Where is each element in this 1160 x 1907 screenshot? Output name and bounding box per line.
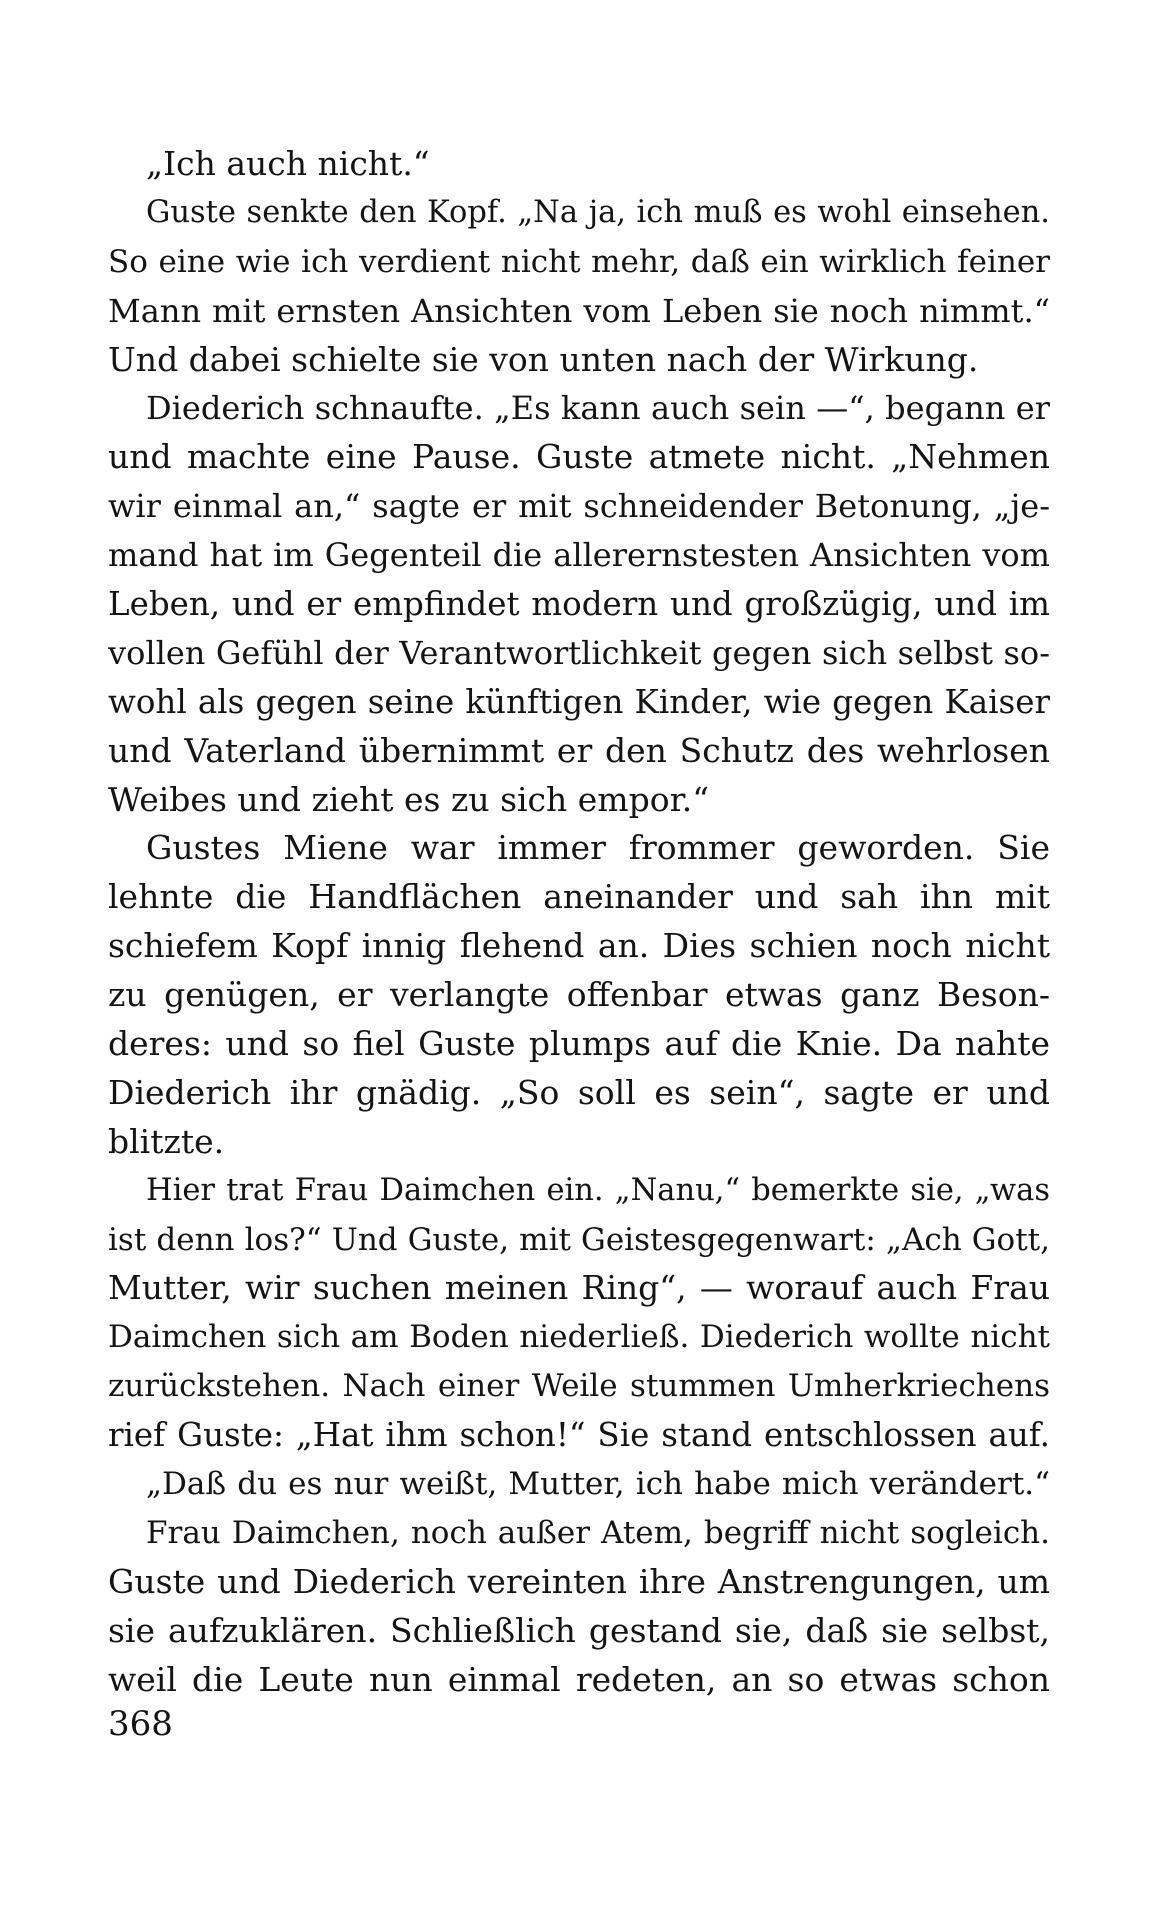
body-text bbox=[108, 140, 1050, 1705]
text-line: vollen Gefühl der Verantwortlichkeit gegen sich selbst so- bbox=[108, 633, 1050, 672]
text-line: blitzte. bbox=[108, 1121, 225, 1161]
text-line: Frau Daimchen, noch außer Atem, begriff nicht sogleich. bbox=[146, 1514, 1050, 1551]
text-line: wir einmal an,“ sagte er mit schneidender Betonung, „je- bbox=[108, 487, 1050, 526]
text-line: Diederich schnaufte. „Es kann auch sein —“, begann er bbox=[146, 389, 1050, 428]
text-line: lehnte die Handflächen aneinander und sah ihn mit bbox=[108, 877, 1050, 917]
text-line: Und dabei schielte sie von unten nach der Wirkung. bbox=[108, 339, 979, 379]
text-line: Weibes und zieht es zu sich empor.“ bbox=[108, 779, 710, 819]
text-line: Guste und Diederich vereinten ihre Anstrengungen, um bbox=[108, 1561, 1050, 1601]
text-line: deres: und so fiel Guste plumps auf die Knie. Da nahte bbox=[108, 1024, 1050, 1064]
text-line: und machte eine Pause. Guste atmete nicht. „Nehmen bbox=[108, 437, 1050, 477]
text-line: Mutter, wir suchen meinen Ring“, — worauf auch Frau bbox=[108, 1268, 1050, 1308]
text-line: sie aufzuklären. Schließlich gestand sie, daß sie selbst, bbox=[108, 1610, 1050, 1650]
text-line: „Daß du es nur weißt, Mutter, ich habe mich verändert.“ bbox=[146, 1466, 1050, 1503]
text-line: zurückstehen. Nach einer Weile stummen Umherkriechens bbox=[108, 1368, 1050, 1405]
text-line: Guste senkte den Kopf. „Na ja, ich muß es wohl einsehen. bbox=[146, 194, 1050, 230]
text-line: rief Guste: „Hat ihm schon!“ Sie stand entschlossen auf. bbox=[108, 1416, 1050, 1455]
text-line: Gustes Miene war immer frommer geworden. Sie bbox=[146, 828, 1050, 868]
text-line: weil die Leute nun einmal redeten, an so etwas schon bbox=[108, 1659, 1050, 1699]
text-line: Leben, und er empfindet modern und großzügig, und im bbox=[108, 585, 1050, 624]
text-line: Daimchen sich am Boden niederließ. Diederich wollte nicht bbox=[108, 1319, 1050, 1356]
text-line: „Ich auch nicht.“ bbox=[146, 144, 430, 183]
page-number: 368 bbox=[108, 1704, 173, 1744]
text-line: zu genügen, er verlangte offenbar etwas ganz Beson- bbox=[108, 975, 1050, 1015]
text-line: So eine wie ich verdient nicht mehr, daß ein wirklich feiner bbox=[108, 243, 1050, 280]
text-line: ist denn los?“ Und Guste, mit Geistesgegenwart: „Ach Gott, bbox=[108, 1221, 1050, 1258]
text-line: Mann mit ernsten Ansichten vom Leben sie noch nimmt.“ bbox=[108, 291, 1050, 330]
text-line: und Vaterland übernimmt er den Schutz des wehrlosen bbox=[108, 730, 1050, 770]
text-line: schiefem Kopf innig flehend an. Dies schien noch nicht bbox=[108, 926, 1050, 966]
text-line: wohl als gegen seine künftigen Kinder, wie gegen Kaiser bbox=[108, 682, 1050, 721]
text-line: Hier trat Frau Daimchen ein. „Nanu,“ bemerkte sie, „was bbox=[146, 1172, 1050, 1208]
text-line: mand hat im Gegenteil die allerernstesten Ansichten vom bbox=[108, 536, 1050, 575]
text-line: Diederich ihr gnädig. „So soll es sein“, sagte er und bbox=[108, 1072, 1050, 1112]
